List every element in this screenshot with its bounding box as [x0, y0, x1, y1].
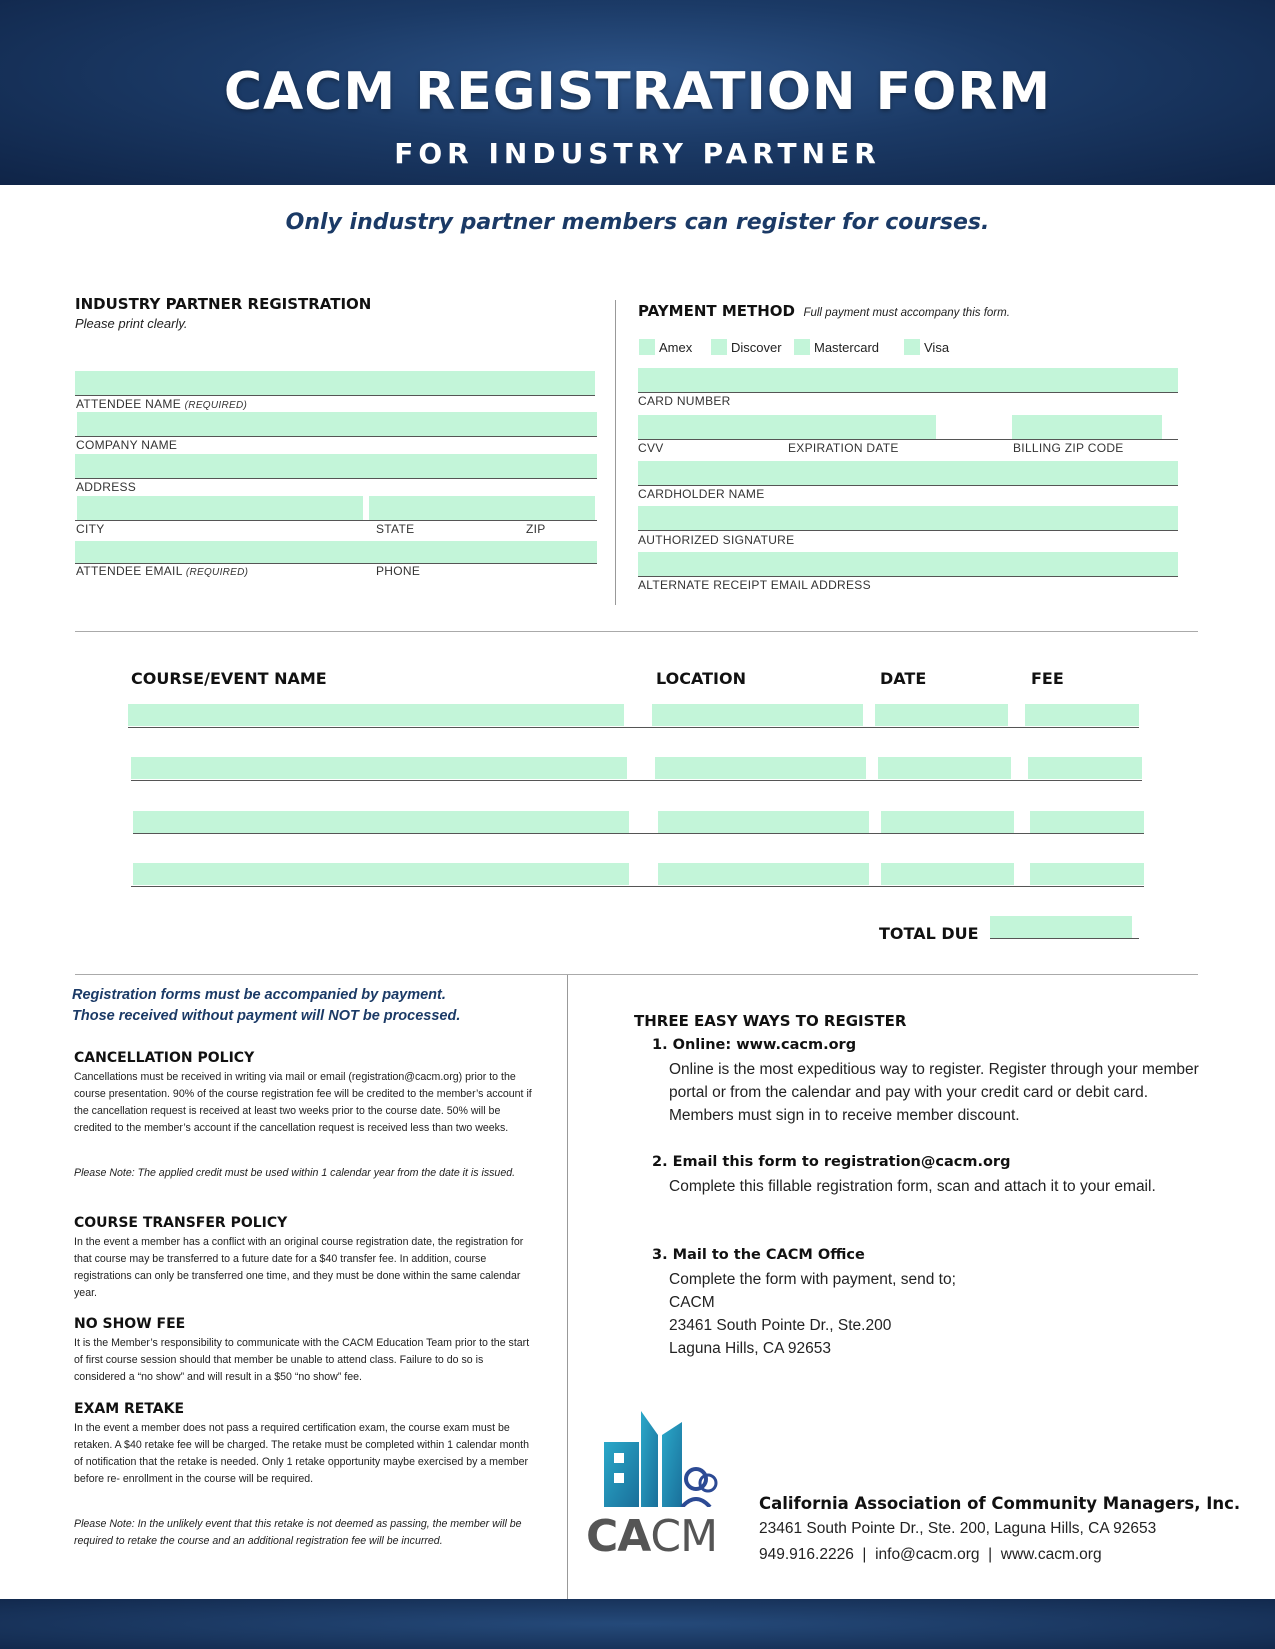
amex-label: Amex: [659, 340, 693, 355]
logo-wordmark: CACM: [586, 1511, 718, 1562]
cancellation-text: Cancellations must be received in writing via mail or email (registration@cacm.org) prior to the course presentation. 90% of the course registration fee will be credited to the member’s account if the cancellation request is received at least two weeks prior to the course date. 50% will be credited to the member’s account if the cancellation request is received less than two weeks.: [74, 1071, 532, 1134]
course-name-field[interactable]: [133, 863, 629, 885]
phone-field[interactable]: [363, 541, 597, 563]
ways-heading: THREE EASY WAYS TO REGISTER: [634, 1012, 907, 1030]
payment-heading-row: [638, 302, 1010, 321]
mastercard-checkbox[interactable]: [794, 339, 810, 355]
course-name-field[interactable]: [133, 811, 629, 833]
date-field[interactable]: [875, 704, 1008, 726]
transfer-heading: COURSE TRANSFER POLICY: [74, 1215, 288, 1231]
mail-line-1: Complete the form with payment, send to;: [669, 1271, 956, 1288]
city-field[interactable]: [77, 496, 363, 520]
discover-checkbox[interactable]: [711, 339, 727, 355]
date-field[interactable]: [881, 863, 1014, 885]
cancellation-note: Please Note: The applied credit must be used within 1 calendar year from the date it is issued.: [74, 1167, 516, 1179]
table-row-line: [131, 886, 1144, 887]
retake-note: Please Note: In the unlikely event that this retake is not deemed as passing, the member will be required to retake the course and an additional registration fee will be incurred.: [74, 1518, 522, 1547]
visa-label: Visa: [924, 340, 950, 355]
address-label: ADDRESS: [76, 480, 137, 494]
table-row-line: [128, 727, 1139, 728]
course-name-field[interactable]: [131, 757, 627, 779]
signature-field[interactable]: [638, 506, 1178, 530]
email-heading: 2. Email this form to registration@cacm.org: [652, 1154, 1011, 1170]
address-field[interactable]: [75, 454, 597, 478]
location-field[interactable]: [658, 863, 869, 885]
registration-heading: INDUSTRY PARTNER REGISTRATION: [75, 295, 372, 313]
amex-checkbox[interactable]: [639, 339, 655, 355]
signature-label: AUTHORIZED SIGNATURE: [638, 533, 795, 547]
cvv-label: CVV: [638, 441, 664, 455]
underline: [638, 439, 1178, 440]
state-field[interactable]: [369, 496, 481, 520]
fee-column-header: FEE: [1031, 669, 1064, 688]
underline: [638, 392, 1178, 393]
date-column-header: DATE: [880, 669, 927, 688]
payment-heading: PAYMENT METHOD: [638, 302, 795, 320]
city-label: CITY: [76, 522, 105, 536]
underline: [75, 520, 597, 521]
zip-label: ZIP: [526, 522, 546, 536]
fee-field[interactable]: [1030, 811, 1144, 833]
course-column-header: COURSE/EVENT NAME: [131, 669, 327, 688]
expiration-field[interactable]: [788, 415, 936, 439]
section-divider: [75, 974, 1198, 975]
underline: [990, 938, 1139, 939]
transfer-text: In the event a member has a conflict with an original course registration date, the registration for that course may be transferred to a future date for a $40 transfer fee. In addition, course registrations can only be transferred one time, and they must be done within the same calendar year.: [74, 1236, 524, 1299]
visa-checkbox[interactable]: [904, 339, 920, 355]
attendee-email-label: ATTENDEE EMAIL (REQUIRED): [76, 564, 249, 578]
page-subtitle: FOR INDUSTRY PARTNER: [394, 137, 881, 170]
course-name-field[interactable]: [128, 704, 624, 726]
retake-heading: EXAM RETAKE: [74, 1401, 185, 1417]
mail-line-3: 23461 South Pointe Dr., Ste.200: [669, 1317, 892, 1334]
fee-field[interactable]: [1030, 863, 1144, 885]
online-heading: 1. Online: www.cacm.org: [652, 1037, 857, 1053]
mail-line-2: CACM: [669, 1294, 715, 1311]
location-column-header: LOCATION: [656, 669, 746, 688]
billing-zip-label: BILLING ZIP CODE: [1013, 441, 1124, 455]
org-contact: 949.916.2226 | info@cacm.org | www.cacm.org: [759, 1546, 1102, 1563]
building-logo-icon: [586, 1407, 746, 1507]
alt-email-field[interactable]: [638, 552, 1178, 576]
total-due-field[interactable]: [990, 916, 1132, 938]
location-field[interactable]: [652, 704, 863, 726]
registration-subheading: Please print clearly.: [75, 316, 188, 331]
payment-required-note-1: Registration forms must be accompanied by payment.: [72, 987, 446, 1003]
org-address: 23461 South Pointe Dr., Ste. 200, Laguna Hills, CA 92653: [759, 1520, 1157, 1537]
discover-label: Discover: [731, 340, 782, 355]
org-name: California Association of Community Managers, Inc.: [759, 1494, 1241, 1513]
card-number-label: CARD NUMBER: [638, 394, 731, 408]
tagline: Only industry partner members can register for courses.: [285, 210, 990, 235]
underline: [75, 395, 595, 396]
date-field[interactable]: [878, 757, 1011, 779]
online-text: Online is the most expeditious way to register. Register through your member portal or from the calendar and pay with your credit card or debit card. Members must sign in to receive member discount.: [669, 1061, 1199, 1124]
cvv-field[interactable]: [638, 415, 788, 439]
cancellation-heading: CANCELLATION POLICY: [74, 1050, 255, 1066]
cardholder-name-field[interactable]: [638, 461, 1178, 485]
underline: [75, 478, 597, 479]
fee-field[interactable]: [1025, 704, 1139, 726]
attendee-name-field[interactable]: [75, 371, 595, 395]
section-divider: [75, 631, 1198, 632]
cardholder-name-label: CARDHOLDER NAME: [638, 487, 765, 501]
billing-zip-field[interactable]: [1012, 415, 1162, 439]
phone-label: PHONE: [376, 564, 421, 578]
underline: [638, 485, 1178, 486]
location-field[interactable]: [655, 757, 866, 779]
location-field[interactable]: [658, 811, 869, 833]
company-name-field[interactable]: [77, 412, 597, 436]
alt-email-label: ALTERNATE RECEIPT EMAIL ADDRESS: [638, 578, 871, 592]
attendee-name-label: ATTENDEE NAME (REQUIRED): [76, 397, 248, 411]
mail-heading: 3. Mail to the CACM Office: [652, 1247, 865, 1263]
page-title: CACM REGISTRATION FORM: [223, 62, 1052, 122]
column-divider: [615, 300, 616, 605]
underline: [638, 530, 1178, 531]
payment-note: Full payment must accompany this form.: [803, 307, 1010, 319]
column-divider: [567, 975, 568, 1599]
retake-text: In the event a member does not pass a required certification exam, the course exam must be retaken. A $40 retake fee will be charged. The retake must be completed within 1 calendar month of notification that the retake is needed. Only 1 retake opportunity maybe exercised by a member before re- enrollment in the course will be required.: [74, 1422, 530, 1485]
state-label: STATE: [376, 522, 415, 536]
payment-required-note-2: Those received without payment will NOT be processed.: [72, 1008, 461, 1024]
table-row-line: [133, 833, 1144, 834]
underline: [638, 576, 1178, 577]
noshow-heading: NO SHOW FEE: [74, 1316, 186, 1332]
underline: [75, 436, 597, 437]
noshow-text: It is the Member’s responsibility to communicate with the CACM Education Team prior to the start of first course session should that member be unable to attend class. Failure to do so is considered a “no show” and will result in a $50 “no show” fee.: [74, 1337, 530, 1383]
date-field[interactable]: [881, 811, 1014, 833]
total-due-label: TOTAL DUE: [879, 924, 979, 943]
fee-field[interactable]: [1028, 757, 1142, 779]
attendee-email-field[interactable]: [75, 541, 363, 563]
mastercard-label: Mastercard: [814, 340, 880, 355]
mail-line-4: Laguna Hills, CA 92653: [669, 1340, 832, 1357]
email-text: Complete this fillable registration form, scan and attach it to your email.: [669, 1178, 1156, 1195]
footer-bar: [0, 1599, 1275, 1649]
table-row-line: [131, 780, 1142, 781]
expiration-label: EXPIRATION DATE: [788, 441, 899, 455]
card-number-field[interactable]: [638, 368, 1178, 392]
zip-field[interactable]: [481, 496, 595, 520]
company-name-label: COMPANY NAME: [76, 438, 178, 452]
cacm-logo: [586, 1407, 746, 1569]
